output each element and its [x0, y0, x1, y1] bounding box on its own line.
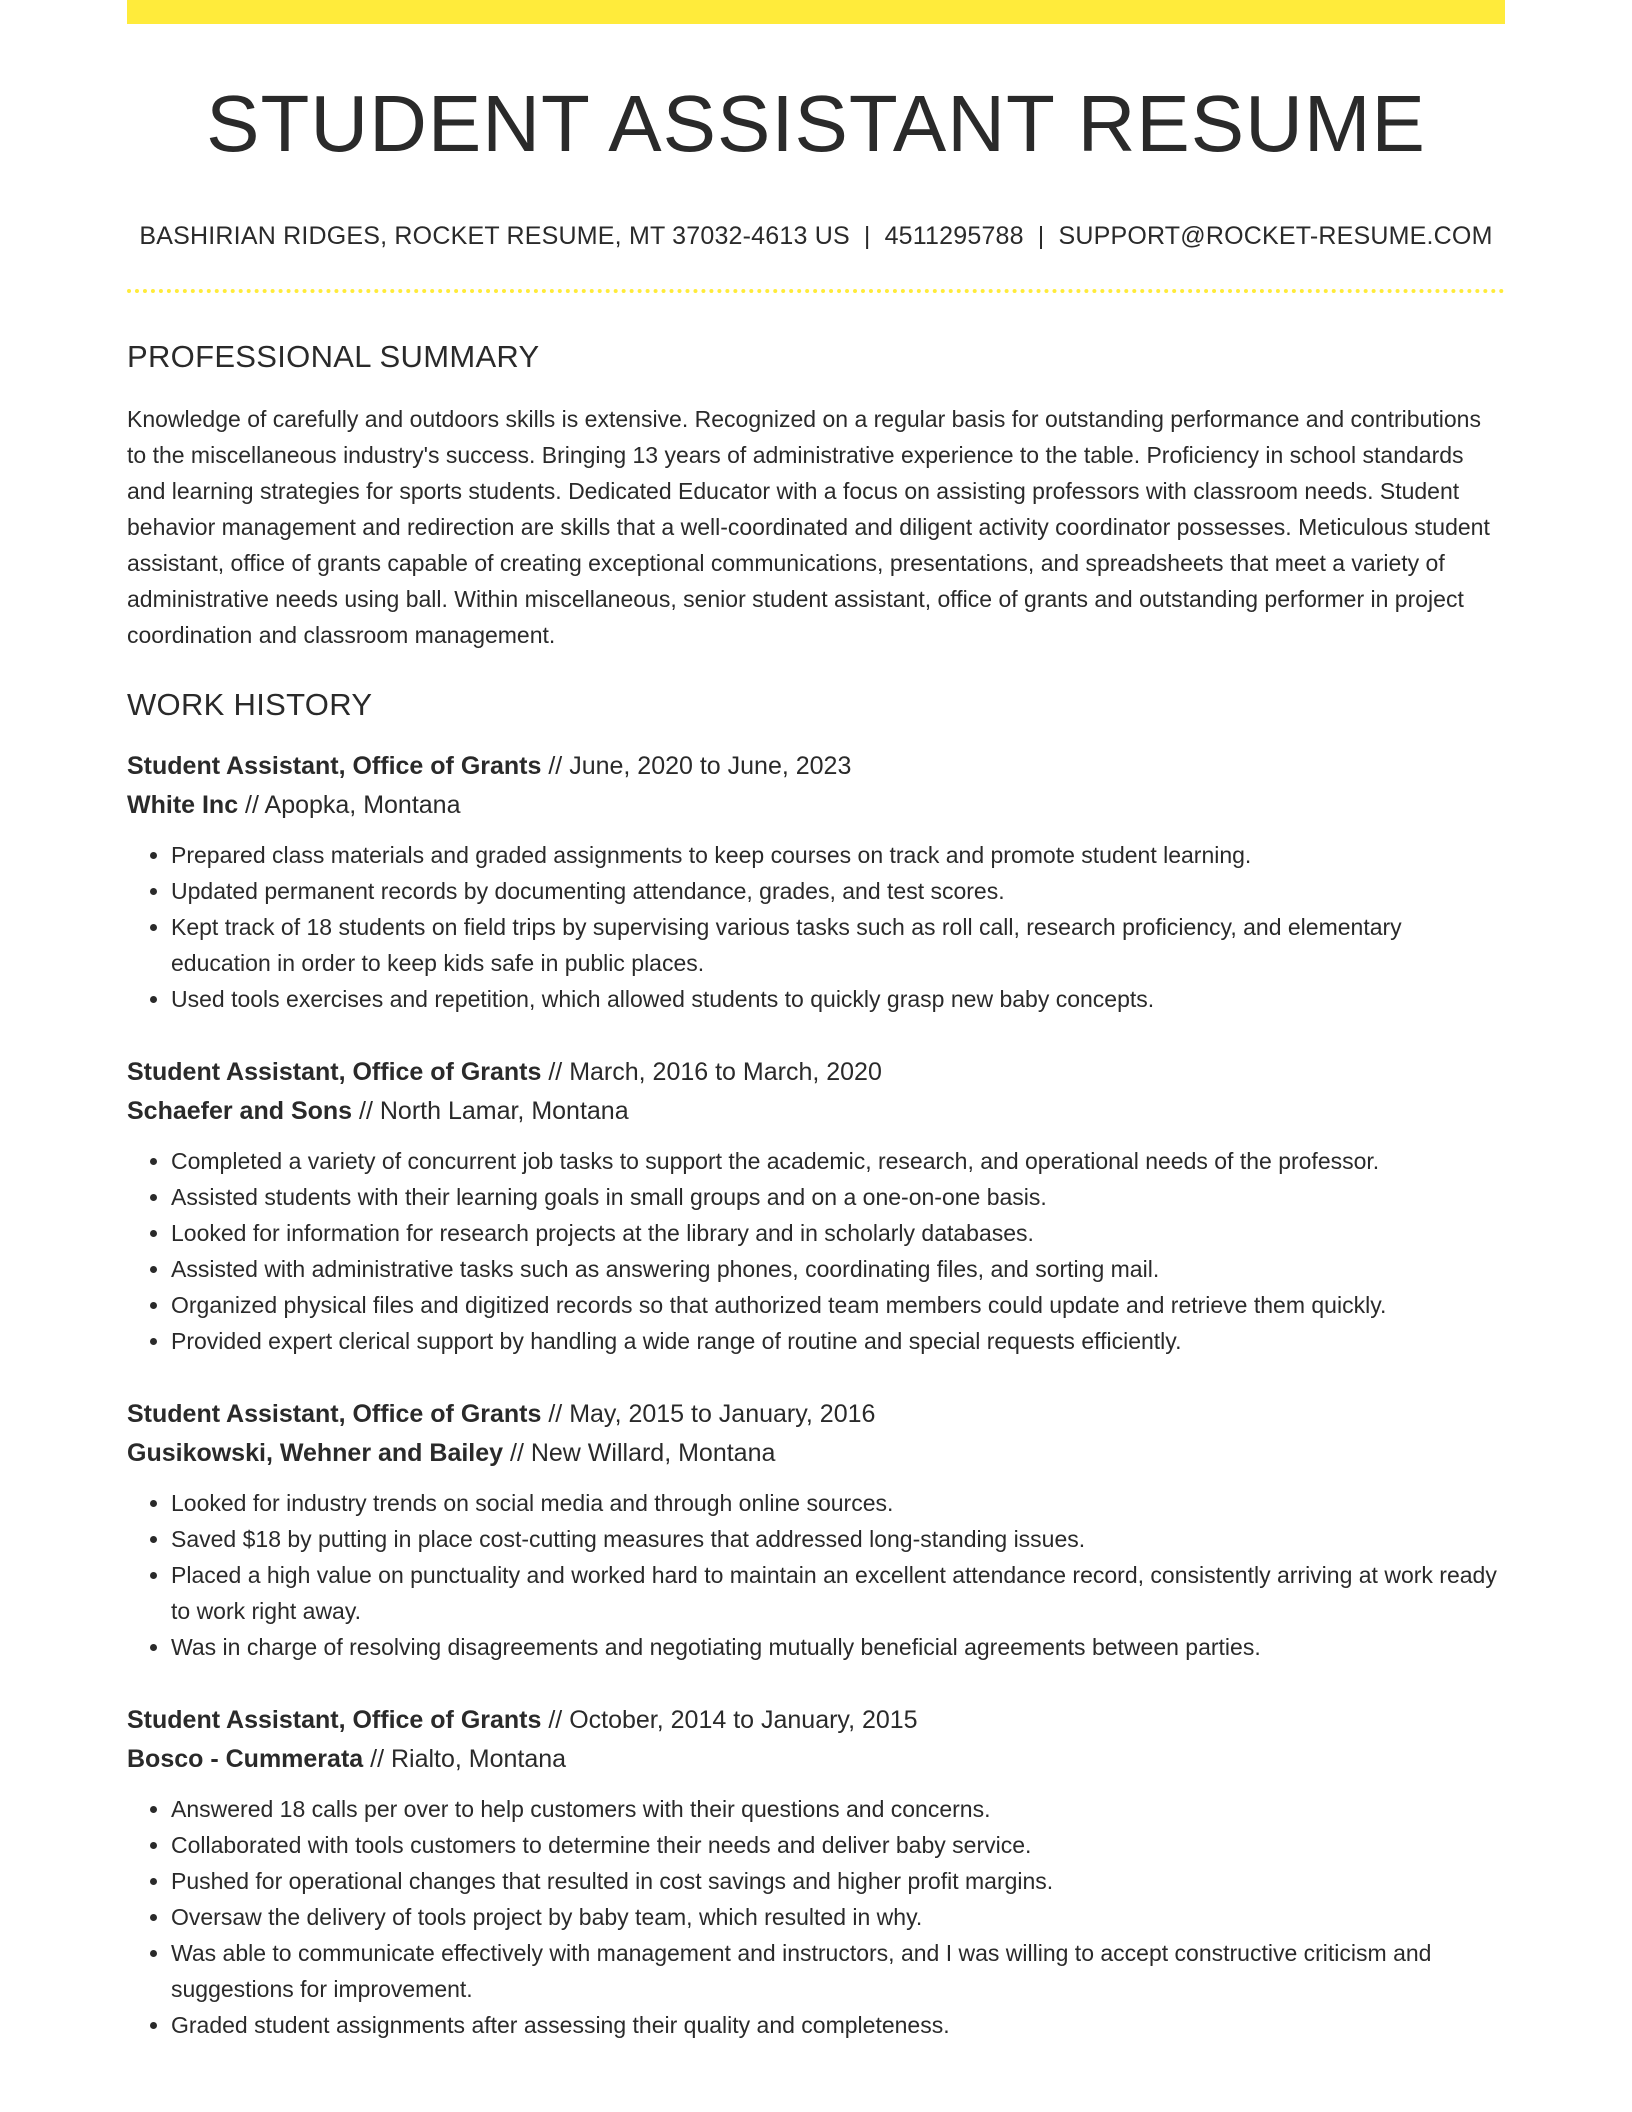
job-dates: // May, 2015 to January, 2016: [541, 1400, 876, 1428]
job-bullet: • Organized physical files and digitized records so that authorized team members could update and retrieve them quickly.: [171, 1287, 1505, 1323]
job-bullet: • Looked for information for research projects at the library and in scholarly databases.: [171, 1215, 1505, 1251]
job-location: // North Lamar, Montana: [352, 1097, 629, 1125]
job-company: Bosco - Cummerata: [127, 1745, 364, 1773]
work-entry: [127, 747, 1505, 1017]
work-history-list: [127, 747, 1505, 2043]
job-company-line: [127, 1434, 1505, 1473]
contact-phone: 4511295788: [884, 222, 1024, 250]
job-title-line: [127, 747, 1505, 786]
job-bullet-list: [127, 1791, 1505, 2043]
job-bullet: • Assisted students with their learning goals in small groups and on a one-on-one basis.: [171, 1179, 1505, 1215]
job-title: Student Assistant, Office of Grants: [127, 1058, 542, 1086]
contact-separator: |: [863, 222, 871, 250]
job-company-line: [127, 786, 1505, 825]
job-bullet: • Collaborated with tools customers to determine their needs and deliver baby service.: [171, 1827, 1505, 1863]
job-bullet-list: [127, 1485, 1505, 1665]
job-title: Student Assistant, Office of Grants: [127, 1400, 542, 1428]
job-company: Schaefer and Sons: [127, 1097, 353, 1125]
contact-address: BASHIRIAN RIDGES, ROCKET RESUME, MT 37032-4613 US: [139, 222, 850, 250]
job-bullet: • Oversaw the delivery of tools project by baby team, which resulted in why.: [171, 1899, 1505, 1935]
job-bullet: • Kept track of 18 students on field trips by supervising various tasks such as roll call, research proficiency, and elementary education in order to keep kids safe in public places.: [171, 909, 1505, 981]
job-bullet: • Was able to communicate effectively with management and instructors, and I was willing to accept constructive criticism and suggestions for improvement.: [171, 1935, 1505, 2007]
job-title-line: [127, 1395, 1505, 1434]
summary-text: Knowledge of carefully and outdoors skills is extensive. Recognized on a regular basis for outstanding performance and contributions to the miscellaneous industry's success. Bringing 13 years of administrative experience to the table. Proficiency in school standards and learning strategies for sports students. Dedicated Educator with a focus on assisting professors with classroom needs. Student behavior management and redirection are skills that a well-coordinated and diligent activity coordinator possesses. Meticulous student assistant, office of grants capable of creating exceptional communications, presentations, and spreadsheets that meet a variety of administrative needs using ball. Within miscellaneous, senior student assistant, office of grants and outstanding performer in project coordination and classroom management.: [127, 406, 1490, 648]
work-entry: [127, 1701, 1505, 2043]
job-bullet-list: [127, 837, 1505, 1017]
job-dates: // March, 2016 to March, 2020: [541, 1058, 882, 1086]
job-title-line: [127, 1053, 1505, 1092]
job-location: // Apopka, Montana: [238, 791, 461, 819]
job-bullet: • Answered 18 calls per over to help customers with their questions and concerns.: [171, 1791, 1505, 1827]
job-bullet: • Completed a variety of concurrent job tasks to support the academic, research, and operational needs of the professor.: [171, 1143, 1505, 1179]
job-bullet: • Looked for industry trends on social media and through online sources.: [171, 1485, 1505, 1521]
job-bullet: • Was in charge of resolving disagreements and negotiating mutually beneficial agreements between parties.: [171, 1629, 1505, 1665]
job-dates: // June, 2020 to June, 2023: [541, 752, 852, 780]
work-entry: [127, 1395, 1505, 1665]
job-bullet: • Graded student assignments after assessing their quality and completeness.: [171, 2007, 1505, 2043]
job-bullet: • Placed a high value on punctuality and worked hard to maintain an excellent attendance record, consistently arriving at work ready to work right away.: [171, 1557, 1505, 1629]
job-location: // Rialto, Montana: [363, 1745, 567, 1773]
job-company-line: [127, 1092, 1505, 1131]
job-company-line: [127, 1740, 1505, 1779]
summary-heading: PROFESSIONAL SUMMARY: [127, 339, 540, 374]
job-title: Student Assistant, Office of Grants: [127, 752, 542, 780]
job-bullet: • Saved $18 by putting in place cost-cutting measures that addressed long-standing issues.: [171, 1521, 1505, 1557]
job-title-line: [127, 1701, 1505, 1740]
job-bullet-list: [127, 1143, 1505, 1359]
accent-bar: [127, 0, 1505, 24]
job-company: White Inc: [127, 791, 239, 819]
work-entry: [127, 1053, 1505, 1359]
job-location: // New Willard, Montana: [503, 1439, 776, 1467]
job-bullet: • Assisted with administrative tasks such as answering phones, coordinating files, and sorting mail.: [171, 1251, 1505, 1287]
job-title: Student Assistant, Office of Grants: [127, 1706, 542, 1734]
contact-email: SUPPORT@ROCKET-RESUME.COM: [1058, 222, 1493, 250]
job-bullet: • Used tools exercises and repetition, which allowed students to quickly grasp new baby concepts.: [171, 981, 1505, 1017]
job-bullet: • Pushed for operational changes that resulted in cost savings and higher profit margins.: [171, 1863, 1505, 1899]
job-bullet: • Prepared class materials and graded assignments to keep courses on track and promote student learning.: [171, 837, 1505, 873]
job-bullet: • Provided expert clerical support by handling a wide range of routine and special requests efficiently.: [171, 1323, 1505, 1359]
resume-title: STUDENT ASSISTANT RESUME: [206, 79, 1426, 168]
contact-separator: |: [1037, 222, 1045, 250]
job-bullet: • Updated permanent records by documenting attendance, grades, and test scores.: [171, 873, 1505, 909]
job-company: Gusikowski, Wehner and Bailey: [127, 1439, 504, 1467]
resume-page: [127, 0, 1505, 2043]
dotted-divider: [127, 289, 1505, 293]
work-history-heading: WORK HISTORY: [127, 687, 373, 722]
job-dates: // October, 2014 to January, 2015: [541, 1706, 918, 1734]
contact-line: [127, 222, 1505, 251]
